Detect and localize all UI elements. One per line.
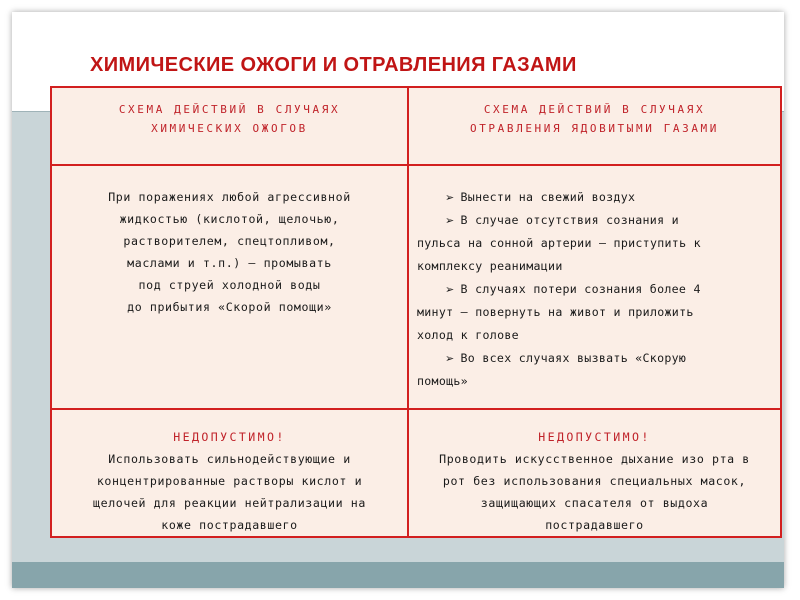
instruction-line: При поражениях любой агрессивной bbox=[108, 190, 351, 204]
instruction-line: маслами и т.п.) – промывать bbox=[127, 256, 332, 270]
warning-line: Проводить искусственное дыхание изо рта в bbox=[439, 452, 750, 466]
warning-line: пострадавшего bbox=[545, 518, 644, 532]
header-gas-poisoning bbox=[408, 87, 781, 165]
chemical-burns-instructions bbox=[51, 165, 408, 409]
warning-line: рот без использования специальных масок, bbox=[442, 474, 747, 488]
warning-line: щелочей для реакции нейтрализации на bbox=[93, 496, 366, 510]
gas-poisoning-instructions bbox=[408, 165, 781, 409]
instruction-line: до прибытия «Скорой помощи» bbox=[127, 300, 332, 314]
warning-title: НЕДОПУСТИМО! bbox=[538, 430, 651, 444]
warning-line: защищающих спасателя от выдоха bbox=[480, 496, 709, 510]
arrow-bullet-icon: ➢ bbox=[445, 191, 455, 204]
list-item: ➢ Вынести на свежий воздух bbox=[445, 190, 636, 204]
list-item: ➢ Во всех случаях вызвать «Скорую помощь» bbox=[417, 351, 687, 388]
warning-chemical-burns bbox=[51, 409, 408, 537]
header-right-line-1: СХЕМА ДЕЙСТВИЙ В СЛУЧАЯХ bbox=[483, 103, 706, 116]
actions-table bbox=[50, 86, 782, 538]
list-item: ➢ В случае отсутствия сознания и пульса на сонной артерии – приступить к комплексу реанимации bbox=[417, 213, 701, 273]
warning-line: концентрированные растворы кислот и bbox=[96, 474, 363, 488]
warning-line: Использовать сильнодействующие и bbox=[108, 452, 351, 466]
slide-title: ХИМИЧЕСКИЕ ОЖОГИ И ОТРАВЛЕНИЯ ГАЗАМИ bbox=[90, 54, 577, 76]
header-chemical-burns bbox=[51, 87, 408, 165]
instruction-line: под струей холодной воды bbox=[138, 278, 321, 292]
arrow-bullet-icon: ➢ bbox=[445, 214, 455, 227]
warning-gas-poisoning bbox=[408, 409, 781, 537]
list-item: ➢ В случаях потери сознания более 4 минут – повернуть на живот и приложить холод к голове bbox=[417, 282, 701, 342]
instruction-line: жидкостью (кислотой, щелочью, bbox=[119, 212, 340, 226]
slide-bottom-band bbox=[12, 562, 784, 588]
arrow-bullet-icon: ➢ bbox=[445, 352, 455, 365]
header-left-line-2: ХИМИЧЕСКИХ ОЖОГОВ bbox=[151, 122, 308, 135]
arrow-bullet-icon: ➢ bbox=[445, 283, 455, 296]
warning-line: коже пострадавшего bbox=[161, 518, 298, 532]
header-left-line-1: СХЕМА ДЕЙСТВИЙ В СЛУЧАЯХ bbox=[118, 103, 341, 116]
header-right-line-2: ОТРАВЛЕНИЯ ЯДОВИТЫМИ ГАЗАМИ bbox=[469, 122, 719, 135]
instruction-line: растворителем, спецтопливом, bbox=[123, 234, 336, 248]
warning-title: НЕДОПУСТИМО! bbox=[173, 430, 286, 444]
